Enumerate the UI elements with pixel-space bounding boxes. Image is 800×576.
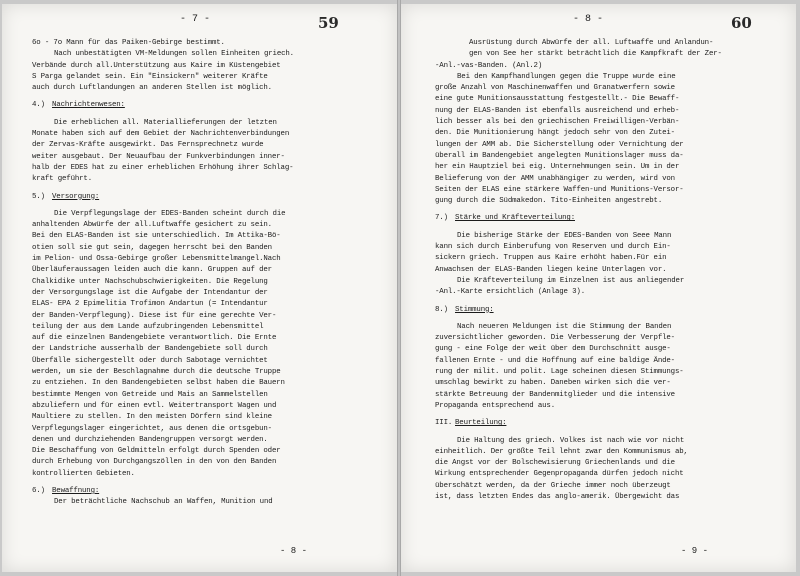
right-text-line: Die bisherige Stärke der EDES-Banden von Seee Mann xyxy=(457,231,672,240)
right-text-line: umschlag bewirkt zu haben. Daneben wirken sich die ver- xyxy=(435,379,671,388)
right-text-line: stärkte Betreuung der Bandenmitglieder und die intensive xyxy=(435,390,675,399)
left-text-line: Verpflegungslager eingerichtet, aus denen die ortsgebun- xyxy=(32,424,272,433)
left-text-line: auf die einzelnen Bandengebiete verantwortlich. Die Ernte xyxy=(32,334,277,343)
section-title: Stimmung: xyxy=(455,305,494,314)
left-text-line: werden, um sie der Beschlagnahme durch die deutsche Truppe xyxy=(32,368,281,377)
left-section-heading xyxy=(32,100,294,111)
right-text-line: gung - eine Folge der weit über dem Durchschnitt ausge- xyxy=(435,345,671,354)
right-text-line: lich besser als bei den griechischen Freiwilligen-Verbän- xyxy=(435,118,680,127)
left-text-line: denen und durchziehenden Bandengruppen versorgt werden. xyxy=(32,435,268,444)
right-text-line: Nach neueren Meldungen ist die Stimmung der Banden xyxy=(457,322,672,331)
left-page xyxy=(2,4,397,572)
left-text-line: Maultiere zu stellen. In den meisten Dörfern sind kleine xyxy=(32,413,272,422)
left-text-line: Nach unbestätigten VM-Meldungen sollen Einheiten griech. xyxy=(54,50,294,59)
left-text-line: durch Erhebung von Durchgangszöllen in den von den Banden xyxy=(32,458,277,467)
right-text-line: ist, dass letzten Endes das anglo-amerik. Übergewicht das xyxy=(435,492,680,501)
right-text-line: sickern griech. Truppen aus Kaire erhöht haben.Für ein xyxy=(435,254,667,263)
left-text-line: der Landstriche ausserhalb der Bandengebiete soll durch xyxy=(32,345,268,354)
right-text-line: Belieferung von der AMM unabhängiger zu werden, wird von xyxy=(435,174,675,183)
section-title: Beurteilung: xyxy=(455,419,507,428)
page-number-right: - 8 - xyxy=(573,14,604,25)
right-text-line: Propaganda entsprechend aus. xyxy=(435,401,555,410)
archive-stamp-right: 60 xyxy=(731,14,752,32)
left-text-line: kraft geführt. xyxy=(32,175,92,184)
left-text-line: Bei den ELAS-Banden ist sie unterschiedlich. Im Attika-Bö- xyxy=(32,232,281,241)
right-text-line: her ein Hauptziel bei eig. Unternehmungen sein. Um in der xyxy=(435,163,680,172)
left-text-line: 6o - 7o Mann für das Paiken-Gebirge bestimmt. xyxy=(32,39,225,47)
section-title: Stärke und Kräfteverteilung: xyxy=(455,214,575,223)
right-text-line: Die Haltung des griech. Volkes ist nach wie vor nicht xyxy=(457,436,685,445)
left-text-line: bestimmte Mengen von Getreide und Mais an Sammelstellen xyxy=(32,390,268,399)
section-number: 8.) xyxy=(435,305,448,314)
right-body-text xyxy=(435,38,722,503)
section-title: Bewaffnung: xyxy=(52,486,100,495)
right-page xyxy=(401,4,796,572)
right-text-line: große Anzahl von Maschinenwaffen und Granatwerfern sowie xyxy=(435,84,675,93)
left-section-heading xyxy=(32,192,294,203)
left-section-heading xyxy=(32,486,294,497)
left-text-line: Überfälle sichergestellt oder durch Sabotage vernichtet xyxy=(32,356,268,365)
right-text-line: lungen der AMM ab. Die Sicherstellung oder Vernichtung der xyxy=(435,140,684,149)
left-text-line: teilung der aus dem Lande aufzubringenden Lebensmittel xyxy=(32,322,264,331)
left-text-line: halb der EDES hat zu einer erheblichen Erhöhung ihrer Schlag- xyxy=(32,163,294,172)
left-text-line: Überläuferaussagen leiden auch die kann. Gruppen auf der xyxy=(32,266,272,275)
section-number: 6.) xyxy=(32,486,45,495)
left-text-line: anhaltenden Abwürfe der all.Luftwaffe gesichert zu sein. xyxy=(32,221,272,230)
right-section-heading xyxy=(435,213,722,224)
footer-right: - 9 - xyxy=(681,546,709,556)
footer-left: - 8 - xyxy=(280,546,308,556)
left-text-line: Die erheblichen all. Materiallieferungen der letzten xyxy=(54,118,277,127)
right-text-line: die Angst vor der Bolschewisierung Griechenlands und die xyxy=(435,459,675,468)
right-text-line: rung der milit. und polit. Lage scheinen diesen Stimmungs- xyxy=(435,368,684,377)
section-title: Versorgung: xyxy=(52,192,100,201)
left-text-line: Monate haben sich auf dem Gebiet der Nachrichtenverbindungen xyxy=(32,130,290,139)
archive-stamp-left: 59 xyxy=(318,14,339,32)
right-text-line: zuversichtlicher geworden. Die Verbesserung der Verpfle- xyxy=(435,334,675,343)
left-text-line: Der beträchtliche Nachschub an Waffen, Munition und xyxy=(54,498,273,507)
right-text-line: den. Die Munitionierung hängt jedoch sehr von den Zutei- xyxy=(435,129,675,138)
left-text-line: Die Verpflegungslage der EDES-Banden scheint durch die xyxy=(54,209,286,218)
left-text-line: ELAS- EPA 2 Epimelitia Trofimon Andartun (= Intendantur xyxy=(32,300,268,309)
right-text-line: Die Kräfteverteilung im Einzelnen ist aus anliegender xyxy=(457,276,685,285)
left-text-line: kontrollierten Gebieten. xyxy=(32,469,135,478)
right-text-line: Seiten der ELAS eine stärkere Waffen-und Munitions-Versor- xyxy=(435,185,684,194)
right-section-heading xyxy=(435,418,722,429)
left-text-line: Die Beschaffung von Geldmitteln erfolgt durch Spenden oder xyxy=(32,447,281,456)
left-text-line: weiter ausgebaut. Der Neuaufbau der Funkverbindungen inner- xyxy=(32,152,285,161)
right-text-line: -Anl.-Karte ersichtlich (Anlage 3). xyxy=(435,288,585,297)
right-text-line: gen von See her stärkt beträchtlich die Kampfkraft der Zer- xyxy=(469,50,722,59)
page-number-left: - 7 - xyxy=(180,14,211,25)
right-text-line: fallenen Ernte - und die Hoffnung auf eine baldige Ände- xyxy=(435,356,675,365)
left-text-line: der Banden-Verpflegung). Diese ist für eine gerechte Ver- xyxy=(32,311,277,320)
section-number: 7.) xyxy=(435,214,448,223)
section-number: 4.) xyxy=(32,101,45,110)
right-text-line: gung durch die Südmakedon. Tito-Einheiten angestrebt. xyxy=(435,197,663,206)
right-section-heading xyxy=(435,305,722,316)
left-body-text xyxy=(32,38,294,509)
section-number: 5.) xyxy=(32,192,45,201)
left-text-line: S Parga gelandet sein. Ein "Einsickern" weiterer Kräfte xyxy=(32,72,268,81)
left-text-line: Verbände durch all.Unterstützung aus Kaire im Küstengebiet xyxy=(32,61,281,70)
right-text-line: kann sich durch Einberufung von Reserven und durch Ein- xyxy=(435,243,671,252)
left-text-line: auch durch Luftlandungen an anderen Stellen ist möglich. xyxy=(32,84,272,93)
right-text-line: überall im Bandengebiet angelegten Munitionslager muss da- xyxy=(435,151,684,160)
left-text-line: otien soll sie gut sein, dagegen herrscht bei den Banden xyxy=(32,243,272,252)
left-text-line: zu entziehen. In den Bandengebieten selbst haben die Bauern xyxy=(32,379,285,388)
right-text-line: Anwachsen der ELAS-Banden liegen keine Unterlagen vor. xyxy=(435,265,667,274)
section-title: Nachrichtenwesen: xyxy=(52,101,125,110)
left-text-line: abzuliefern und für einen evtl. Weitertransport Wagen und xyxy=(32,401,277,410)
right-text-line: -Anl.-vas-Banden. (Anl.2) xyxy=(435,61,543,70)
left-text-line: der Versorgungslage ist die Aufgabe der Intendantur der xyxy=(32,288,268,297)
section-number: III. xyxy=(435,419,453,428)
right-text-line: eine gute Munitionsausstattung festgestellt.- Die Bewaff- xyxy=(435,95,680,104)
left-text-line: der Zervas-Kräfte ausgewirkt. Das Fernsprechnetz wurde xyxy=(32,141,264,150)
right-text-line: nung der ELAS-Banden ist ebenfalls ausreichend und erheb- xyxy=(435,106,680,115)
right-text-line: Ausrüstung durch Abwürfe der all. Luftwaffe und Anlandun- xyxy=(469,39,714,47)
right-text-line: Bei den Kampfhandlungen gegen die Truppe wurde eine xyxy=(457,72,676,81)
right-text-line: überschätzt werden, da der Grieche immer noch überzeugt xyxy=(435,481,671,490)
left-text-line: Chalkidike unter Nachschubschwierigkeiten. Die Regelung xyxy=(32,277,268,286)
right-text-line: einheitlich. Der größte Teil lehnt zwar den Kommunismus ab, xyxy=(435,447,688,456)
left-text-line: im Pelion- und Ossa-Gebirge großer Lebensmittelmangel.Nach xyxy=(32,255,281,264)
right-text-line: Wirkung entsprechender Gegenpropaganda dürfen jedoch nicht xyxy=(435,470,684,479)
